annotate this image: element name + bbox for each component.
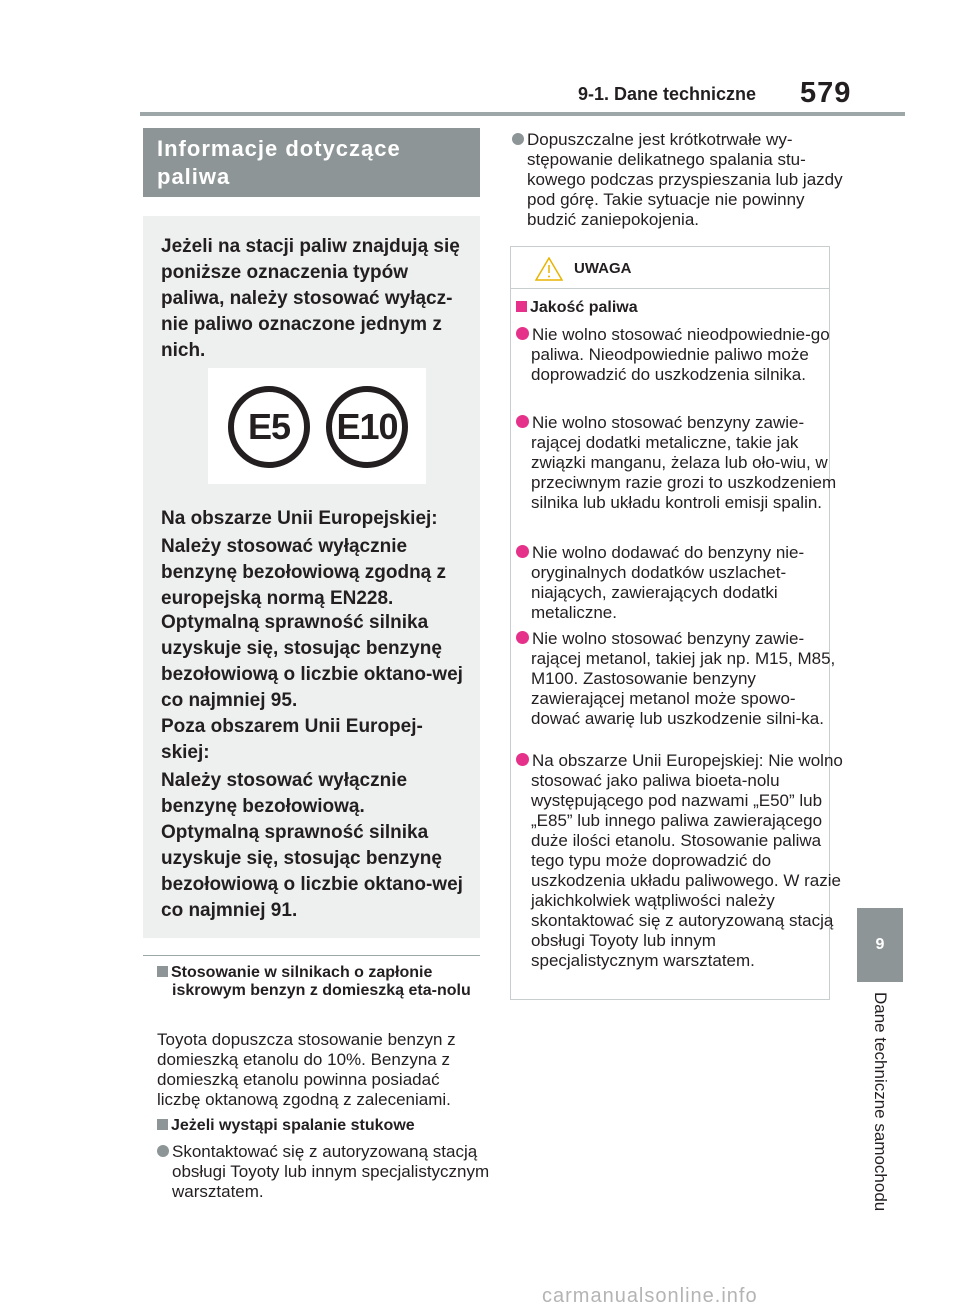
warning-item: Nie wolno stosować benzyny zawie-rającej metanol, takiej jak np. M15, M85, M100. Zastosowanie benzyny zawierającej metanol może spowo-dować awarię lub uszkodzenie silni-ka.	[516, 629, 843, 729]
square-bullet-icon	[516, 301, 527, 312]
fuel-sign-e5: E5	[228, 386, 310, 468]
knock-heading: Jeżeli wystąpi spalanie stukowe	[157, 1117, 479, 1135]
warning-header	[511, 247, 829, 289]
section-title: Informacje dotyczące paliwa	[143, 128, 480, 197]
non-eu-label: Poza obszarem Unii Europej-skiej:	[161, 716, 423, 763]
warning-item: Nie wolno dodawać do benzyny nie-oryginalnych dodatków uszlachet-niających, zawierających dodatki metaliczne.	[516, 543, 843, 623]
non-eu-text-1: Należy stosować wyłącznie benzynę bezołowiową.	[161, 770, 408, 817]
warning-heading: Jakość paliwa	[516, 299, 826, 317]
eu-text-1: Należy stosować wyłącznie benzynę bezołowiową zgodną z europejską normą EN228.	[161, 536, 447, 609]
warning-box	[510, 246, 843, 1000]
eu-label: Na obszarze Unii Europejskiej:	[161, 508, 438, 529]
dot-bullet-icon	[516, 631, 529, 644]
non-eu-text-2: Optymalną sprawność silnika uzyskuje się, stosując benzynę bezołowiową o liczbie oktano-wej co najmniej 91.	[161, 822, 463, 921]
warning-triangle-icon	[535, 257, 563, 281]
dot-bullet-icon	[516, 415, 529, 428]
chapter-title-text: Dane techniczne samochodu	[871, 992, 890, 1212]
square-bullet-icon	[157, 1119, 168, 1130]
header-divider	[140, 112, 905, 116]
fuel-signs	[208, 368, 426, 484]
warning-item: Nie wolno stosować nieodpowiednie-go paliwa. Nieodpowiednie paliwo może doprowadzić do uszkodzenia silnika.	[516, 325, 843, 385]
eu-text-2: Optymalną sprawność silnika uzyskuje się, stosując benzynę bezołowiową o liczbie oktano-wej co najmniej 95.	[161, 612, 463, 711]
dot-bullet-icon	[516, 327, 529, 340]
warning-item: Nie wolno stosować benzyny zawie-rającej dodatki metaliczne, takie jak związki manganu, żelaza lub oło-wiu, w przeciwnym razie grozi to uszkodzeniem silnika lub układu kontroli emisji spalin.	[516, 413, 843, 513]
square-bullet-icon	[157, 966, 168, 977]
page-number: 579	[800, 77, 852, 109]
knock-note-bullet: Dopuszczalne jest krótkotrwałe wy-stępowanie delikatnego spalania stu-kowego podczas przyspieszania lub jazdy pod górę. Takie sytuacje nie powinny budzić zaniepokojenia.	[512, 130, 845, 230]
header-section-title: 9-1. Dane techniczne	[578, 84, 757, 104]
knock-bullet: Skontaktować się z autoryzowaną stacją obsługi Toyoty lub innym specjalistycznym warsztatem.	[157, 1142, 494, 1202]
dot-bullet-icon	[516, 753, 529, 766]
dot-bullet-icon	[157, 1145, 169, 1157]
warning-item: Na obszarze Unii Europejskiej: Nie wolno stosować jako paliwa bioeta-nolu występującego pod nazwami „E50” lub „E85” lub innego paliwa zawierającego duże ilości etanolu. Stosowanie paliwa tego typu może doprowadzić do uszkodzenia układu paliwowego. W razie jakichkolwiek wątpliwości należy skontaktować się z autoryzowaną stacją obsługi Toyoty lub innym specjalistycznym warsztatem.	[516, 751, 843, 971]
fuel-sign-e10: E10	[326, 386, 408, 468]
dot-bullet-icon	[516, 545, 529, 558]
ethanol-text: Toyota dopuszcza stosowanie benzyn z domieszką etanolu do 10%. Benzyna z domieszką etanolu powinna posiadać liczbę oktanową zgodną z zaleceniami.	[157, 1030, 456, 1109]
warning-label: UWAGA	[574, 260, 632, 277]
dot-bullet-icon	[512, 133, 524, 145]
infobox-intro: Jeżeli na stacji paliw znajdują się poniższe oznaczenia typów paliwa, należy stosować wyłącz-nie paliwo oznaczone jednym z nich.	[161, 236, 460, 361]
watermark: carmanualsonline.info	[542, 1285, 758, 1307]
section-separator	[143, 955, 480, 956]
ethanol-heading: Stosowanie w silnikach o zapłonie iskrowym benzyn z domieszką eta-nolu	[157, 964, 494, 1000]
chapter-title-vertical	[858, 992, 902, 1212]
fuel-info-box	[143, 216, 480, 938]
chapter-tab[interactable]: 9	[857, 908, 903, 982]
